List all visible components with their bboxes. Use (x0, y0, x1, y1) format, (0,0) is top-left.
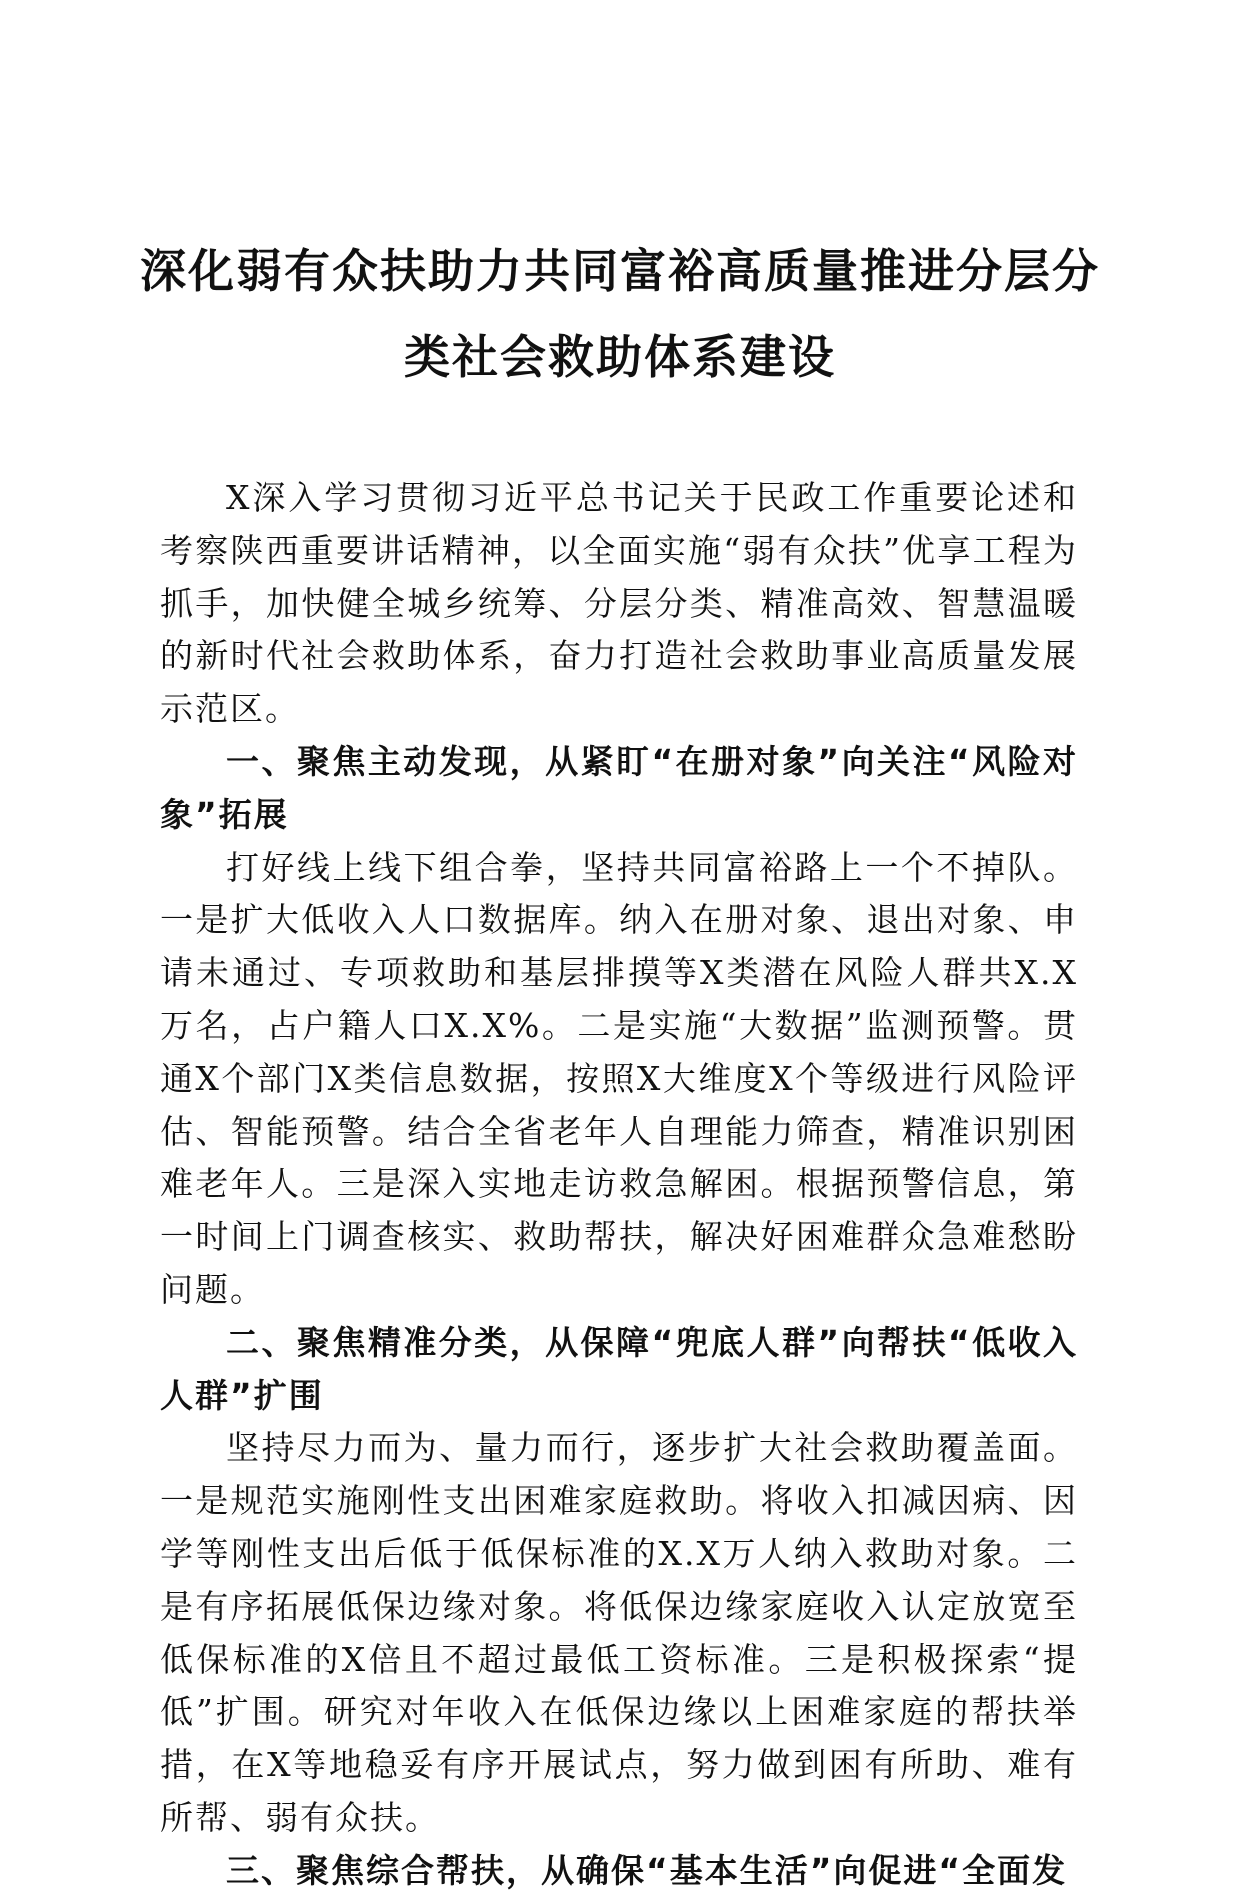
section-1-heading: 一、聚焦主动发现，从紧盯“在册对象”向关注“风险对象”拓展 (160, 741, 1078, 834)
document-body (160, 472, 1078, 1898)
section-3-heading: 三、聚焦综合帮扶，从确保“基本生活”向促进“全面发 (226, 1850, 1068, 1890)
section-2-paragraph: 坚持尽力而为、量力而行，逐步扩大社会救助覆盖面。一是规范实施刚性支出困难家庭救助。将收入扣减因病、因学等刚性支出后低于低保标准的X.X万人纳入救助对象。二是有序拓展低保边缘对象。将低保边缘家庭收入认定放宽至低保标准的X倍且不超过最低工资标准。三是积极探索“提低”扩围。研究对年收入在低保边缘以上困难家庭的帮扶举措，在X等地稳妥有序开展试点，努力做到困有所助、难有所帮、弱有众扶。 (160, 1428, 1078, 1837)
intro-paragraph: X深入学习贯彻习近平总书记关于民政工作重要论述和考察陕西重要讲话精神，以全面实施“弱有众扶”优享工程为抓手，加快健全城乡统筹、分层分类、精准高效、智慧温暖的新时代社会救助体系，奋力打造社会救助事业高质量发展示范区。 (160, 478, 1078, 729)
section-1-paragraph: 打好线上线下组合拳，坚持共同富裕路上一个不掉队。一是扩大低收入人口数据库。纳入在册对象、退出对象、申请未通过、专项救助和基层排摸等X类潜在风险人群共X.X万名，占户籍人口X.X%。二是实施“大数据”监测预警。贯通X个部门X类信息数据，按照X大维度X个等级进行风险评估、智能预警。结合全省老年人自理能力筛查，精准识别困难老年人。三是深入实地走访救急解困。根据预警信息，第一时间上门调查核实、救助帮扶，解决好困难群众急难愁盼问题。 (160, 847, 1078, 1309)
document-title: 深化弱有众扶助力共同富裕高质量推进分层分类社会救助体系建设 (140, 244, 1100, 384)
section-2-heading: 二、聚焦精准分类，从保障“兜底人群”向帮扶“低收入人群”扩围 (160, 1322, 1078, 1415)
